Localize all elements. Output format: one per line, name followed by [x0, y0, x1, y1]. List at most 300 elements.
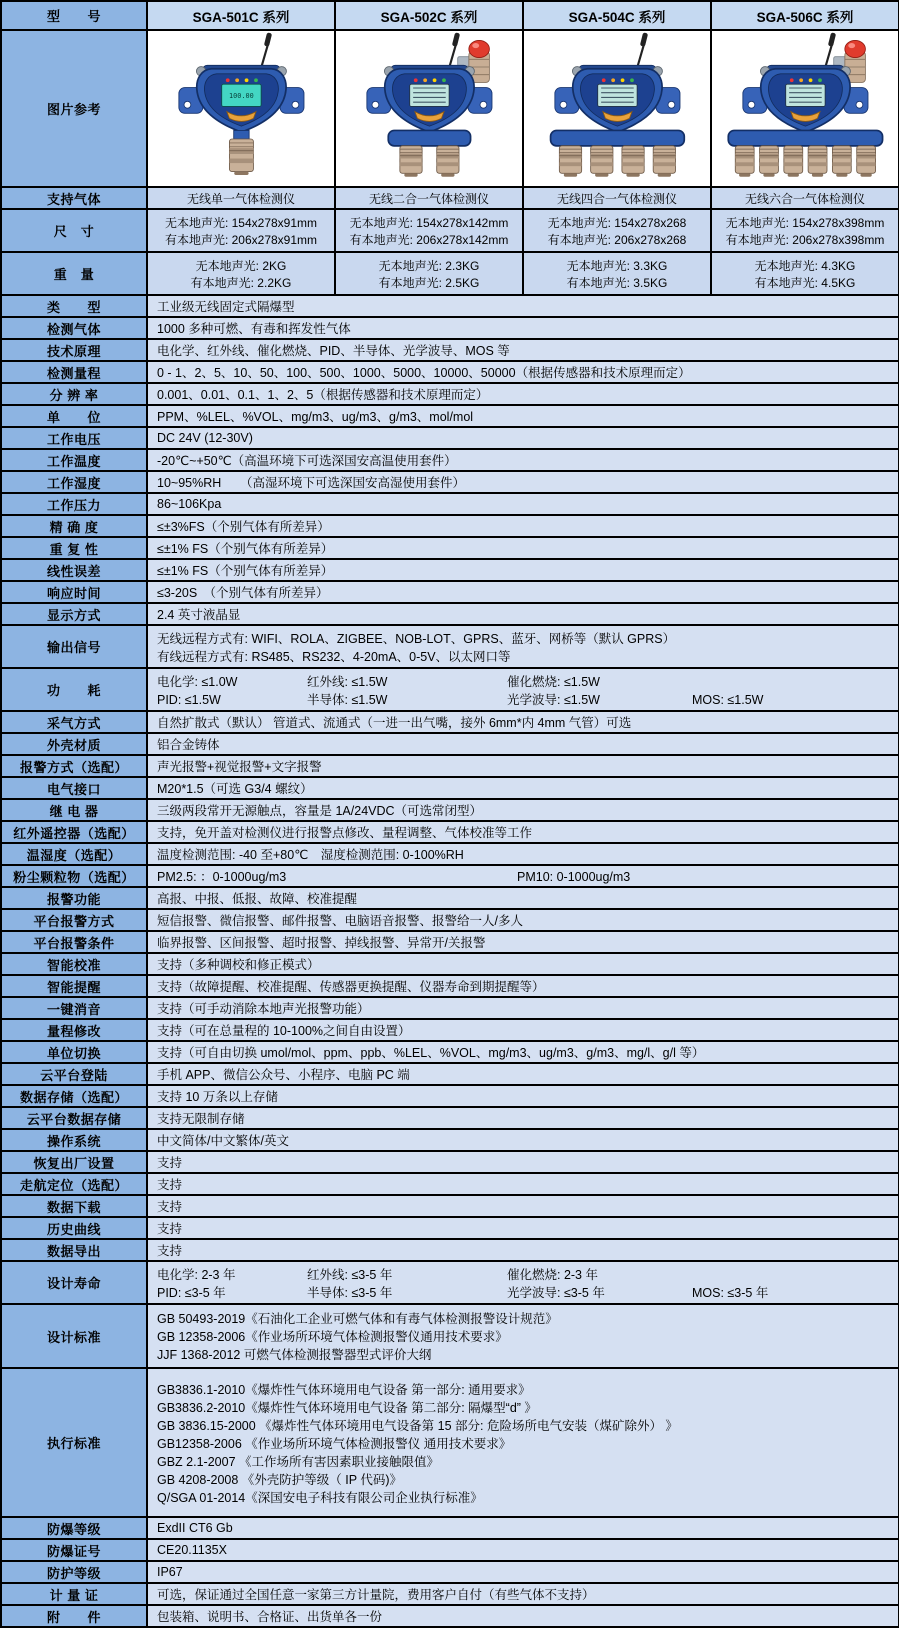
spec-value-segment: 半导体: ≤3-5 年 — [307, 1285, 393, 1300]
spec-row — [1, 1041, 899, 1063]
row-label-text: 重 量 — [53, 267, 95, 282]
row-label — [1, 931, 147, 953]
spec-row — [1, 909, 899, 931]
spec-value-segment: 半导体: ≤1.5W — [307, 692, 388, 707]
cell-lines — [712, 257, 898, 291]
spec-value-cell — [147, 1195, 899, 1217]
spec-value-lines — [157, 1241, 892, 1259]
spec-value-lines — [157, 757, 892, 775]
spec-value-lines — [157, 341, 892, 359]
row-label-text: 线性误差 — [46, 563, 101, 579]
spec-value-line: GB 4208-2008 《外壳防护等级（ IP 代码)》 — [157, 1472, 402, 1487]
row-label — [1, 537, 147, 559]
row-label — [1, 471, 147, 493]
spec-value-lines — [157, 1607, 892, 1625]
spec-row — [1, 1539, 899, 1561]
cell-lines — [712, 190, 898, 207]
row-label-text: 数据下载 — [46, 1199, 101, 1215]
row-label — [1, 975, 147, 997]
row-label-text: 检测气体 — [46, 321, 101, 337]
spec-row — [1, 1173, 899, 1195]
spec-row — [1, 1217, 899, 1239]
row-label — [1, 953, 147, 975]
spec-value-cell — [147, 559, 899, 581]
row-label-text: 云平台数据存储 — [26, 1111, 122, 1127]
spec-value-line: GB 3836.15-2000 《爆炸性气体环境用电气设备第 15 部分: 危险场所电气安装（煤矿除外） 》 — [157, 1418, 678, 1433]
model-value-cell — [711, 252, 899, 295]
row-label-text: 云平台登陆 — [40, 1067, 108, 1083]
spec-value-cell — [147, 1239, 899, 1261]
cell-line: 无本地声光: 2.3KG — [378, 258, 480, 273]
row-label-text: 型 号 — [46, 9, 101, 24]
gas-detector-illustration-sga-501c-detector — [148, 31, 334, 186]
spec-value-lines — [157, 1309, 892, 1363]
row-label-text: 平台报警条件 — [33, 935, 115, 951]
spec-row — [1, 865, 899, 887]
cell-line: 有本地声光: 206x278x142mm — [349, 232, 509, 247]
row-label — [1, 1129, 147, 1151]
spec-value-segment: PID: ≤3-5 年 — [157, 1285, 226, 1300]
spec-row — [1, 625, 899, 668]
product-image-cell — [711, 30, 899, 187]
spec-value-line: ≤±3%FS（个别气体有所差异） — [157, 520, 330, 534]
spec-value-line: 支持 — [157, 1222, 183, 1236]
row-label-text: 分 辨 率 — [49, 387, 99, 403]
spec-value-lines — [157, 1087, 892, 1105]
spec-value-cell — [147, 449, 899, 471]
spec-value-lines — [157, 801, 892, 819]
spec-value-lines — [157, 1175, 892, 1193]
model-value-cell — [711, 209, 899, 252]
row-label — [1, 1517, 147, 1539]
spec-value-lines — [157, 672, 892, 708]
spec-value-cell — [147, 887, 899, 909]
row-label-text: 工作电压 — [46, 431, 101, 447]
spec-row — [1, 777, 899, 799]
row-label-text: 检测量程 — [46, 365, 101, 381]
spec-value-segment: 红外线: ≤3-5 年 — [307, 1267, 393, 1282]
spec-value-cell — [147, 471, 899, 493]
row-label-text: 精 确 度 — [49, 519, 99, 535]
row-label — [1, 1063, 147, 1085]
spec-value-lines — [157, 385, 892, 403]
model-value-cell — [711, 187, 899, 209]
model-value-cell — [523, 187, 711, 209]
spec-row — [1, 931, 899, 953]
spec-value-segment: PID: ≤1.5W — [157, 692, 221, 707]
spec-row — [1, 821, 899, 843]
row-label-text: 设计标准 — [46, 1329, 101, 1345]
spec-row — [1, 733, 899, 755]
row-label-text: 电气接口 — [46, 781, 101, 797]
row-label — [1, 711, 147, 733]
cell-line: 无线二合一气体检测仪 — [368, 191, 489, 206]
cell-line: 无本地声光: 154x278x398mm — [725, 215, 885, 230]
svg-text:100.00: 100.00 — [228, 91, 254, 100]
row-label — [1, 777, 147, 799]
row-label-text: 粉尘颗粒物（选配） — [13, 869, 135, 885]
spec-row — [1, 1195, 899, 1217]
row-label — [1, 493, 147, 515]
spec-row — [1, 1151, 899, 1173]
spec-value-line: 2.4 英寸液晶显 — [157, 608, 241, 622]
spec-value-cell — [147, 931, 899, 953]
model-header-cell — [523, 1, 711, 30]
spec-value-line: 支持（可自由切换 umol/mol、ppm、ppb、%LEL、%VOL、mg/m3、ug/m3、g/m3、mg/l、g/l 等） — [157, 1046, 705, 1060]
row-label-text: 支持气体 — [46, 191, 101, 207]
row-label-text: 设计寿命 — [46, 1276, 101, 1291]
spec-value-cell — [147, 295, 899, 317]
spec-value-line — [157, 867, 892, 885]
row-label-text: 采气方式 — [46, 715, 101, 731]
spec-value-line: 电化学、红外线、催化燃烧、PID、半导体、光学波导、MOS 等 — [157, 344, 510, 358]
spec-row — [1, 427, 899, 449]
spec-value-lines — [157, 1131, 892, 1149]
spec-value-cell — [147, 755, 899, 777]
cell-line: 有本地声光: 3.5KG — [566, 275, 668, 290]
spec-row — [1, 405, 899, 427]
row-label — [1, 755, 147, 777]
spec-value-line: 0 - 1、2、5、10、50、100、500、1000、5000、10000、50000（根据传感器和技术原理而定） — [157, 366, 691, 380]
spec-value-cell — [147, 711, 899, 733]
spec-value-segment: MOS: ≤3-5 年 — [692, 1285, 769, 1300]
row-label — [1, 1304, 147, 1368]
cell-line: 无线六合一气体检测仪 — [744, 191, 865, 206]
cell-line: 有本地声光: 206x278x398mm — [725, 232, 885, 247]
spec-value-lines — [157, 539, 892, 557]
spec-value-line: M20*1.5（可选 G3/4 螺纹） — [157, 782, 313, 796]
spec-row — [1, 1304, 899, 1368]
spec-row — [1, 1261, 899, 1304]
row-label-text: 尺 寸 — [53, 224, 95, 239]
cell-lines — [148, 257, 334, 291]
row-label-text: 数据导出 — [46, 1243, 101, 1259]
spec-value-cell — [147, 1217, 899, 1239]
spec-value-lines — [157, 823, 892, 841]
spec-value-line: 短信报警、微信报警、邮件报警、电脑语音报警、报警给一人/多人 — [157, 914, 523, 928]
spec-value-lines — [157, 889, 892, 907]
model-spec-row — [1, 187, 899, 209]
row-label-text: 操作系统 — [46, 1133, 101, 1149]
spec-value-lines — [157, 1021, 892, 1039]
spec-value-line: 0.001、0.01、0.1、1、2、5（根据传感器和技术原理而定） — [157, 388, 489, 402]
spec-value-line: 支持 — [157, 1178, 183, 1192]
spec-value-cell — [147, 865, 899, 887]
spec-value-cell — [147, 581, 899, 603]
spec-row — [1, 1561, 899, 1583]
spec-value-segment: 光学波导: ≤3-5 年 — [507, 1285, 605, 1300]
spec-value-line: 工业级无线固定式隔爆型 — [157, 300, 295, 314]
spec-value-cell — [147, 515, 899, 537]
row-label-text: 继 电 器 — [49, 803, 99, 819]
spec-value-lines — [157, 1197, 892, 1215]
cell-line: 有本地声光: 2.5KG — [378, 275, 480, 290]
spec-value-cell — [147, 1304, 899, 1368]
spec-value-line: 支持，免开盖对检测仪进行报警点修改、量程调整、气体校准等工作 — [157, 826, 533, 840]
model-value-cell — [335, 187, 523, 209]
model-name: SGA-502C 系列 — [380, 9, 478, 25]
cell-lines — [148, 190, 334, 207]
spec-row — [1, 1129, 899, 1151]
spec-value-cell — [147, 1085, 899, 1107]
row-label-text: 功 耗 — [46, 683, 101, 698]
spec-value-line: 支持（可在总量程的 10-100%之间自由设置） — [157, 1024, 411, 1038]
row-label-text: 智能校准 — [46, 957, 101, 973]
row-label-text: 重 复 性 — [49, 541, 99, 557]
spec-value-lines — [157, 561, 892, 579]
spec-value-lines — [157, 1219, 892, 1237]
row-label-text: 执行标准 — [46, 1436, 101, 1451]
row-label — [1, 317, 147, 339]
spec-value-cell — [147, 821, 899, 843]
model-header-cell — [335, 1, 523, 30]
model-value-cell — [335, 209, 523, 252]
model-spec-row — [1, 209, 899, 252]
row-label-text: 工作压力 — [46, 497, 101, 513]
spec-row — [1, 1605, 899, 1627]
cell-line: 有本地声光: 206x278x268 — [547, 232, 687, 247]
row-label — [1, 1019, 147, 1041]
spec-row — [1, 997, 899, 1019]
spec-value-cell — [147, 427, 899, 449]
spec-value-line: 温度检测范围: -40 至+80℃ 湿度检测范围: 0-100%RH — [157, 848, 464, 862]
image-row — [1, 30, 899, 187]
cell-line: 无线单一气体检测仪 — [186, 191, 295, 206]
gas-detector-illustration-sga-504c-detector — [524, 31, 710, 186]
spec-value-line: 自然扩散式（默认） 管道式、流通式（一进一出气嘴，接外 6mm*内 4mm 气管）可选 — [157, 716, 632, 730]
row-label-text: 报警方式（选配） — [19, 759, 128, 775]
row-label — [1, 865, 147, 887]
spec-value-line: 无线远程方式有: WIFI、ROLA、ZIGBEE、NOB-LOT、GPRS、蓝牙、网桥等（默认 GPRS） — [157, 631, 676, 646]
row-label — [1, 1107, 147, 1129]
row-label — [1, 1239, 147, 1261]
row-label-text: 历史曲线 — [46, 1221, 101, 1237]
spec-value-lines — [157, 713, 892, 731]
spec-value-cell — [147, 799, 899, 821]
spec-value-segment: MOS: ≤1.5W — [692, 692, 764, 707]
spec-value-cell — [147, 975, 899, 997]
spec-value-line: 临界报警、区间报警、超时报警、掉线报警、异常开/关报警 — [157, 936, 486, 950]
row-label — [1, 1561, 147, 1583]
row-label — [1, 1041, 147, 1063]
spec-value-line: 86~106Kpa — [157, 497, 222, 511]
spec-value-line: 支持（故障提醒、校准提醒、传感器更换提醒、仪器寿命到期提醒等） — [157, 980, 545, 994]
spec-value-line: 声光报警+视觉报警+文字报警 — [157, 760, 322, 774]
spec-value-lines — [157, 407, 892, 425]
spec-row — [1, 1368, 899, 1517]
row-label — [1, 383, 147, 405]
spec-value-lines — [157, 1265, 892, 1301]
spec-value-lines — [157, 605, 892, 623]
spec-row — [1, 339, 899, 361]
spec-value-line: PPM、%LEL、%VOL、mg/m3、ug/m3、g/m3、mol/mol — [157, 410, 474, 424]
model-header-cell — [147, 1, 335, 30]
spec-value-lines — [157, 517, 892, 535]
spec-value-line: GB 12358-2006《作业场所环境气体检测报警仪通用技术要求》 — [157, 1330, 508, 1344]
spec-value-lines — [157, 431, 892, 445]
spec-value-cell — [147, 361, 899, 383]
spec-row — [1, 1063, 899, 1085]
row-label — [1, 997, 147, 1019]
spec-value-line: Q/SGA 01-2014《深国安电子科技有限公司企业执行标准》 — [157, 1490, 483, 1505]
spec-value-lines — [157, 779, 892, 797]
product-image-cell — [523, 30, 711, 187]
row-label-text: 响应时间 — [46, 585, 101, 601]
spec-value-lines — [157, 735, 892, 753]
spec-value-cell — [147, 1368, 899, 1517]
row-label-text: 工作湿度 — [46, 475, 101, 491]
spec-value-lines — [157, 1109, 892, 1127]
spec-value-line: GBZ 2.1-2007 《工作场所有害因素职业接触限值》 — [157, 1454, 439, 1469]
spec-value-line: 支持 — [157, 1244, 183, 1258]
spec-value-line: 三级两段常开无源触点，容量是 1A/24VDC（可选常闭型） — [157, 804, 483, 818]
row-label-text: 报警功能 — [46, 891, 101, 907]
cell-line: 有本地声光: 2.2KG — [190, 275, 292, 290]
product-image-cell — [147, 30, 335, 187]
row-label-text: 温湿度（选配） — [26, 847, 122, 863]
spec-value-line: ≤±1% FS（个别气体有所差异） — [157, 542, 334, 556]
row-label-model — [1, 1, 147, 30]
row-label — [1, 733, 147, 755]
spec-value-lines — [157, 363, 892, 381]
row-label — [1, 1261, 147, 1304]
row-label — [1, 405, 147, 427]
spec-value-line: 支持（多种调校和修正模式） — [157, 958, 320, 972]
row-label-text: 数据存储（选配） — [19, 1089, 128, 1105]
spec-value-line — [157, 672, 892, 690]
spec-value-cell — [147, 603, 899, 625]
spec-value-lines — [157, 977, 892, 995]
cell-line: 无线四合一气体检测仪 — [556, 191, 677, 206]
row-label — [1, 821, 147, 843]
row-label-text: 防护等级 — [46, 1565, 101, 1581]
row-label — [1, 581, 147, 603]
spec-value-cell — [147, 909, 899, 931]
cell-line: 无本地声光: 3.3KG — [566, 258, 668, 273]
row-label — [1, 1605, 147, 1627]
row-label — [1, 799, 147, 821]
spec-value-lines — [157, 1043, 892, 1061]
spec-value-cell — [147, 405, 899, 427]
row-label-text: 单位切换 — [46, 1045, 101, 1061]
spec-value-cell — [147, 777, 899, 799]
spec-row — [1, 317, 899, 339]
model-value-cell — [335, 252, 523, 295]
spec-value-cell — [147, 1151, 899, 1173]
spec-value-cell — [147, 1561, 899, 1583]
spec-row — [1, 471, 899, 493]
row-label — [1, 515, 147, 537]
cell-lines — [524, 190, 710, 207]
cell-line: 无本地声光: 2KG — [195, 258, 287, 273]
spec-value-lines — [157, 629, 892, 665]
spec-row — [1, 449, 899, 471]
spec-value-lines — [157, 497, 892, 511]
row-label — [1, 603, 147, 625]
row-label-text: 走航定位（选配） — [19, 1177, 128, 1193]
model-value-cell — [147, 252, 335, 295]
spec-value-line — [157, 1265, 892, 1283]
row-label — [1, 427, 147, 449]
spec-row — [1, 1019, 899, 1041]
cell-line: 有本地声光: 4.5KG — [754, 275, 856, 290]
spec-value-cell — [147, 668, 899, 711]
spec-value-line: ExdII CT6 Gb — [157, 1521, 233, 1535]
spec-value-lines — [157, 1153, 892, 1171]
spec-row — [1, 1583, 899, 1605]
row-label-text: 单 位 — [46, 409, 101, 425]
row-label-text: 输出信号 — [46, 640, 101, 655]
spec-value-line: ≤±1% FS（个别气体有所差异） — [157, 564, 334, 578]
cell-lines — [148, 214, 334, 248]
spec-value-line: GB3836.2-2010《爆炸性气体环境用电气设备 第二部分: 隔爆型“d” 》 — [157, 1400, 537, 1415]
row-label — [1, 449, 147, 471]
spec-value-segment: 电化学: ≤1.0W — [157, 674, 238, 689]
spec-value-line: GB 50493-2019《石油化工企业可燃气体和有毒气体检测报警设计规范》 — [157, 1312, 558, 1326]
spec-value-segment: 光学波导: ≤1.5W — [507, 692, 600, 707]
row-label — [1, 209, 147, 252]
spec-row — [1, 559, 899, 581]
row-label — [1, 252, 147, 295]
model-value-cell — [523, 252, 711, 295]
model-header-cell — [711, 1, 899, 30]
spec-value-line: 支持 10 万条以上存储 — [157, 1090, 278, 1104]
cell-line: 无本地声光: 154x278x268 — [547, 215, 687, 230]
spec-value-line: 可选，保证通过全国任意一家第三方计量院，费用客户自付（有些气体不支持） — [157, 1588, 595, 1602]
row-label — [1, 1151, 147, 1173]
model-spec-row — [1, 252, 899, 295]
spec-value-cell — [147, 1019, 899, 1041]
spec-value-line: 有线远程方式有: RS485、RS232、4-20mA、0-5V、以太网口等 — [157, 649, 511, 664]
spec-row — [1, 537, 899, 559]
spec-value-line: 支持（可手动消除本地声光报警功能） — [157, 1002, 370, 1016]
model-value-cell — [523, 209, 711, 252]
spec-value-lines — [157, 319, 892, 337]
spec-value-lines — [157, 1585, 892, 1603]
spec-value-cell — [147, 843, 899, 865]
row-label-text: 量程修改 — [46, 1023, 101, 1039]
spec-row — [1, 383, 899, 405]
spec-row — [1, 603, 899, 625]
spec-value-segment: 电化学: 2-3 年 — [157, 1267, 236, 1282]
product-image-cell — [335, 30, 523, 187]
spec-value-cell — [147, 1517, 899, 1539]
spec-value-cell — [147, 953, 899, 975]
spec-value-lines — [157, 473, 892, 491]
row-label-text: 技术原理 — [46, 343, 101, 359]
spec-value-line: 铝合金铸体 — [157, 738, 220, 752]
spec-value-lines — [157, 1565, 892, 1579]
spec-row — [1, 843, 899, 865]
spec-row — [1, 668, 899, 711]
model-name: SGA-506C 系列 — [756, 9, 854, 25]
spec-value-cell — [147, 493, 899, 515]
cell-lines — [524, 214, 710, 248]
row-label — [1, 1085, 147, 1107]
spec-row — [1, 1107, 899, 1129]
row-label-text: 附 件 — [46, 1609, 101, 1625]
spec-value-lines — [157, 1521, 892, 1535]
spec-value-cell — [147, 1583, 899, 1605]
cell-line: 有本地声光: 206x278x91mm — [164, 232, 318, 247]
spec-value-cell — [147, 537, 899, 559]
spec-value-line: 支持 — [157, 1156, 183, 1170]
spec-value-line: 1000 多种可燃、有毒和挥发性气体 — [157, 322, 351, 336]
row-label — [1, 361, 147, 383]
spec-value-cell — [147, 383, 899, 405]
spec-row — [1, 953, 899, 975]
row-label-text: 防爆证号 — [46, 1543, 101, 1559]
